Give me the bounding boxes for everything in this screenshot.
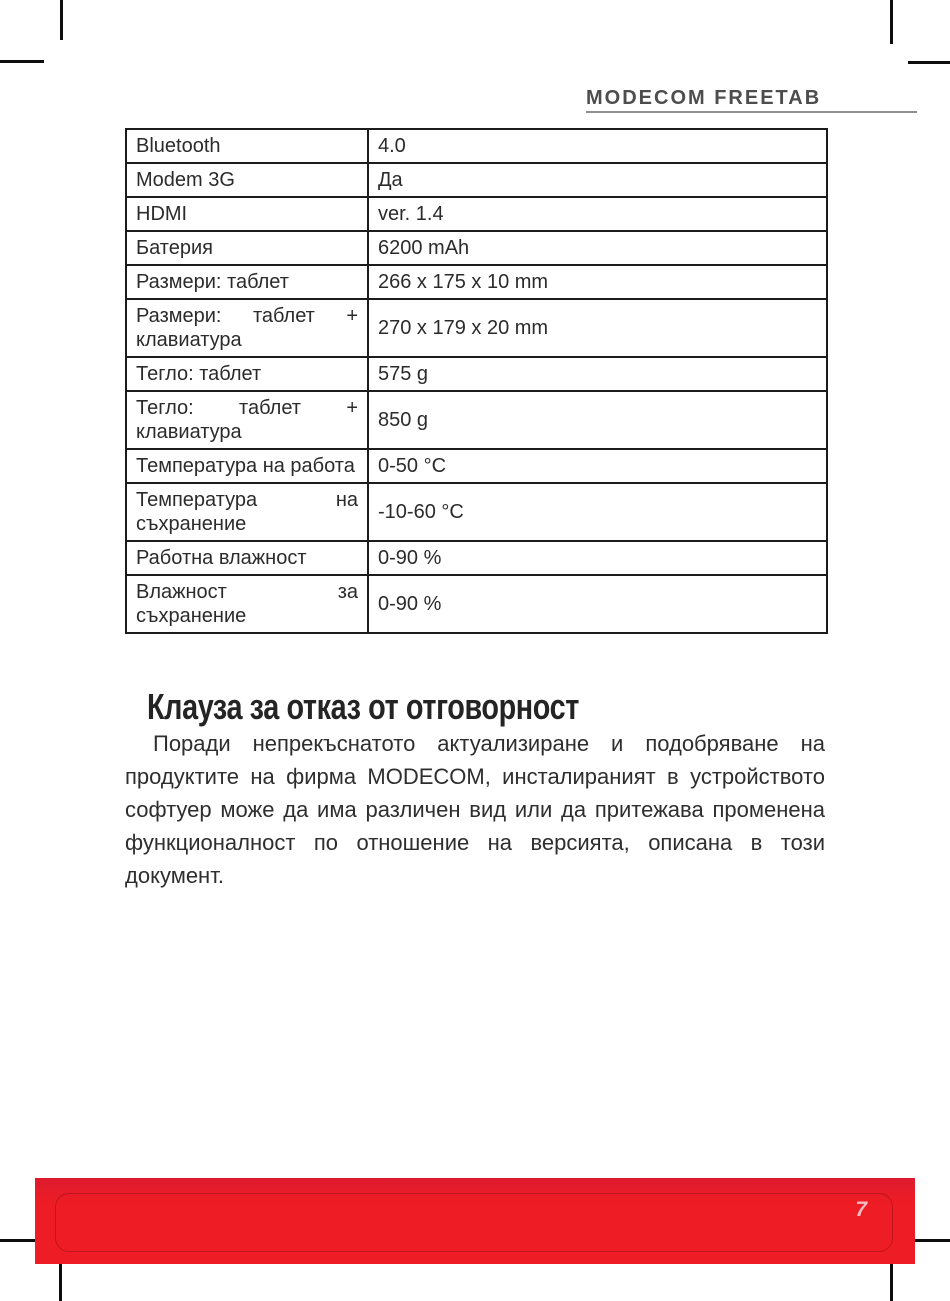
- spec-label: HDMI: [126, 197, 368, 231]
- crop-mark-top-right-vertical: [890, 0, 893, 44]
- table-row: [126, 163, 827, 197]
- spec-label: Modem 3G: [126, 163, 368, 197]
- spec-value: 0-50 °C: [368, 449, 827, 483]
- spec-value: 0-90 %: [368, 575, 827, 633]
- spec-label: Влажност за съхранение: [126, 575, 368, 633]
- crop-mark-top-left-horizontal: [0, 60, 44, 63]
- footer-bar: [35, 1178, 915, 1264]
- table-row: [126, 575, 827, 633]
- spec-value: Да: [368, 163, 827, 197]
- spec-label: Размери: таблет: [126, 265, 368, 299]
- spec-value: 0-90 %: [368, 541, 827, 575]
- table-row: [126, 265, 827, 299]
- spec-label: Температура на съхранение: [126, 483, 368, 541]
- spec-table: [125, 128, 828, 634]
- spec-value: 575 g: [368, 357, 827, 391]
- spec-label: Тегло: таблет + клавиатура: [126, 391, 368, 449]
- spec-value: ver. 1.4: [368, 197, 827, 231]
- spec-value: 266 x 175 x 10 mm: [368, 265, 827, 299]
- table-row: [126, 197, 827, 231]
- crop-mark-top-right-horizontal: [908, 61, 950, 64]
- spec-label: Bluetooth: [126, 129, 368, 163]
- crop-mark-top-left-vertical: [60, 0, 63, 40]
- table-row: [126, 357, 827, 391]
- spec-label: Размери: таблет + клавиатура: [126, 299, 368, 357]
- table-row: [126, 129, 827, 163]
- spec-value: -10-60 °C: [368, 483, 827, 541]
- table-row: [126, 299, 827, 357]
- table-row: [126, 231, 827, 265]
- spec-label: Температура на работа: [126, 449, 368, 483]
- table-row: [126, 541, 827, 575]
- table-row: [126, 391, 827, 449]
- spec-label: Работна влажност: [126, 541, 368, 575]
- page-header-title: MODECOM FREETAB: [586, 87, 822, 109]
- header-underline: [586, 111, 917, 113]
- spec-value: 6200 mAh: [368, 231, 827, 265]
- spec-value: 4.0: [368, 129, 827, 163]
- spec-label: Тегло: таблет: [126, 357, 368, 391]
- disclaimer-paragraph: Поради непрекъснатото актуализиране и подобряване на продуктите на фирма MODECOM, инсталираният в устройството софтуер може да има различен вид или да притежава променена функционалност по отношение на версията, описана в този документ.: [125, 731, 825, 888]
- spec-value: 850 g: [368, 391, 827, 449]
- spec-label: Батерия: [126, 231, 368, 265]
- spec-table-body: [126, 129, 827, 633]
- footer-inner-frame: [55, 1193, 893, 1252]
- spec-value: 270 x 179 x 20 mm: [368, 299, 827, 357]
- table-row: [126, 449, 827, 483]
- page-number: 7: [855, 1198, 867, 1221]
- table-row: [126, 483, 827, 541]
- disclaimer-heading: Клауза за отказ от отговорност: [147, 686, 579, 727]
